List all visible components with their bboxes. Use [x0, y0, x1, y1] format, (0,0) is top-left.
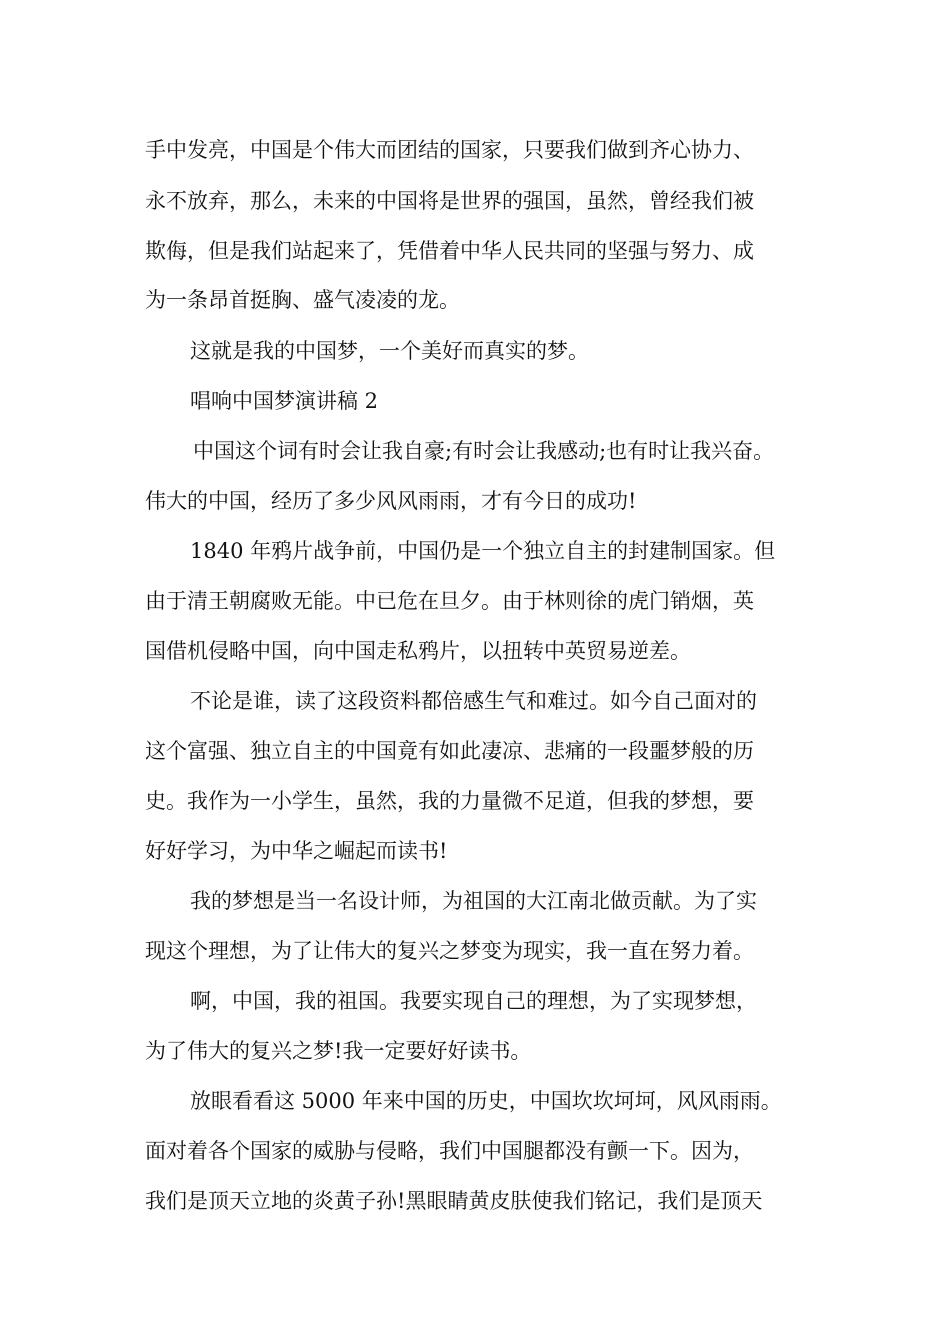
paragraph-line: 1840 年鸦片战争前，中国仍是一个独立自主的封建制国家。但 [190, 539, 776, 563]
text-line: 欺侮，但是我们站起来了，凭借着中华人民共同的坚强与努力、成 [145, 239, 754, 263]
text-line: 为了伟大的复兴之梦!我一定要好好读书。 [145, 1039, 532, 1063]
text-line: 手中发亮，中国是个伟大而团结的国家，只要我们做到齐心协力、 [145, 138, 754, 162]
text-line: 史。我作为一小学生，虽然，我的力量微不足道，但我的梦想，要 [145, 789, 754, 813]
paragraph-line: 我的梦想是当一名设计师，为祖国的大江南北做贡献。为了实 [190, 889, 757, 913]
text-line: 永不放弃，那么，未来的中国将是世界的强国，虽然，曾经我们被 [145, 189, 754, 213]
text-line: 这个富强、独立自主的中国竟有如此凄凉、悲痛的一段噩梦般的历 [145, 739, 754, 763]
paragraph-line: 啊，中国，我的祖国。我要实现自己的理想，为了实现梦想， [190, 989, 757, 1013]
text-line: 伟大的中国，经历了多少风风雨雨，才有今日的成功! [145, 489, 637, 513]
text-line: 由于清王朝腐败无能。中已危在旦夕。由于林则徐的虎门销烟，英 [145, 589, 754, 613]
text-line: 我们是顶天立地的炎黄子孙!黑眼睛黄皮肤使我们铭记，我们是顶天 [145, 1189, 763, 1213]
text-line: 好好学习，为中华之崛起而读书! [145, 839, 448, 863]
paragraph-line: 中国这个词有时会让我自豪;有时会让我感动;也有时让我兴奋。 [193, 439, 775, 463]
text-line: 现这个理想，为了让伟大的复兴之梦变为现实，我一直在努力着。 [145, 939, 754, 963]
text-line: 面对着各个国家的威胁与侵略，我们中国腿都没有颤一下。因为， [145, 1139, 754, 1163]
text-line: 国借机侵略中国，向中国走私鸦片，以扭转中英贸易逆差。 [145, 639, 691, 663]
section-heading: 唱响中国梦演讲稿 2 [190, 389, 379, 413]
paragraph-line: 这就是我的中国梦，一个美好而真实的梦。 [190, 339, 589, 363]
paragraph-line: 不论是谁，读了这段资料都倍感生气和难过。如今自己面对的 [190, 689, 757, 713]
text-line: 为一条昂首挺胸、盛气凌凌的龙。 [145, 288, 460, 312]
paragraph-line: 放眼看看这 5000 年来中国的历史，中国坎坎坷坷，风风雨雨。 [190, 1089, 782, 1113]
